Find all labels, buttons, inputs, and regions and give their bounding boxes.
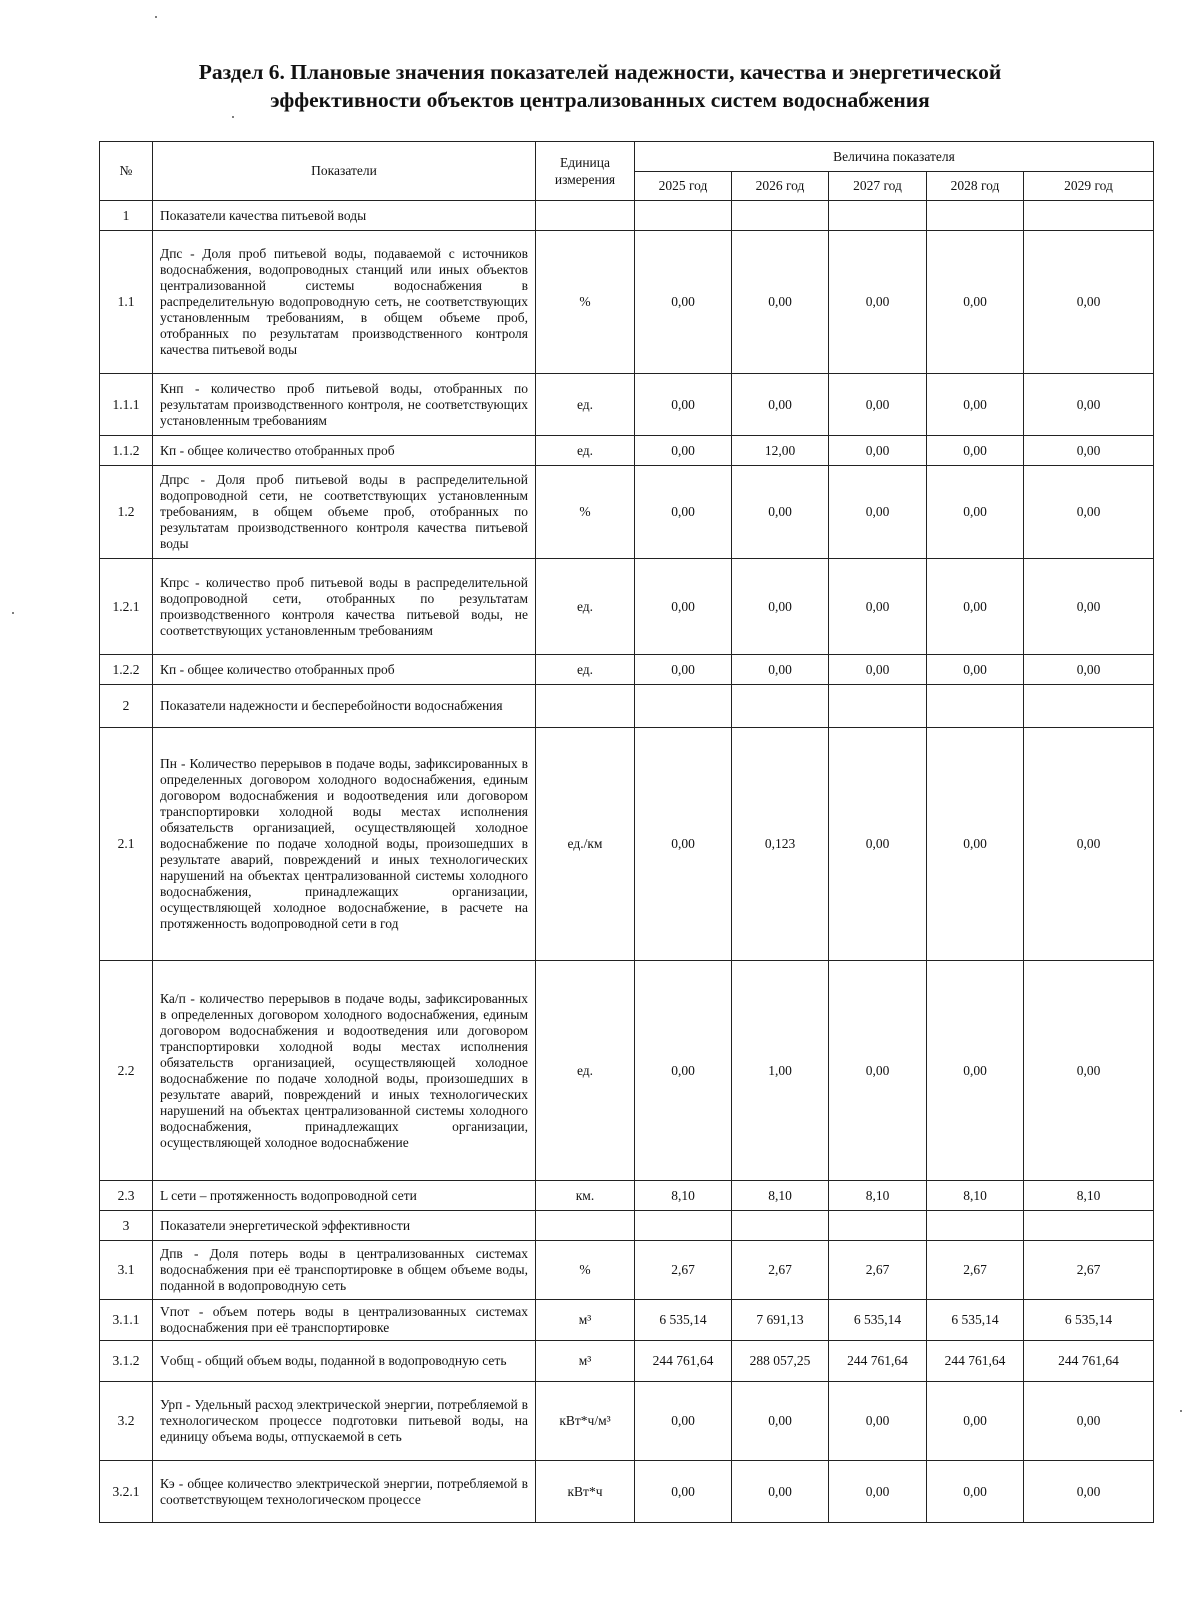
value-cell: 0,00 xyxy=(1024,231,1154,374)
value-cell: 8,10 xyxy=(732,1181,829,1211)
value-cell: 0,00 xyxy=(1024,466,1154,559)
value-cell: 0,00 xyxy=(732,466,829,559)
unit-cell: ед. xyxy=(536,961,635,1181)
table-row xyxy=(100,231,1154,374)
indicator-text: Урп - Удельный расход электрической энергии, потребляемой в технологическом процессе подготовки питьевой воды, на единицу объема воды, отпускаемой в сеть xyxy=(153,1382,536,1461)
value-cell xyxy=(927,1211,1024,1241)
value-cell: 0,00 xyxy=(927,655,1024,685)
value-cell: 244 761,64 xyxy=(1024,1341,1154,1382)
row-number: 2 xyxy=(100,685,153,728)
header-value: Величина показателя xyxy=(635,142,1154,172)
value-cell xyxy=(1024,685,1154,728)
row-number: 1 xyxy=(100,201,153,231)
row-number: 3.1 xyxy=(100,1241,153,1300)
value-cell: 244 761,64 xyxy=(829,1341,927,1382)
indicator-text: Кп - общее количество отобранных проб xyxy=(153,655,536,685)
value-cell: 6 535,14 xyxy=(829,1300,927,1341)
table-row xyxy=(100,961,1154,1181)
value-cell: 0,00 xyxy=(732,655,829,685)
table-body xyxy=(100,201,1154,1523)
table-row xyxy=(100,1300,1154,1341)
value-cell: 12,00 xyxy=(732,436,829,466)
value-cell xyxy=(1024,201,1154,231)
indicator-text: Показатели энергетической эффективности xyxy=(153,1211,536,1241)
value-cell: 0,00 xyxy=(732,374,829,436)
value-cell: 2,67 xyxy=(1024,1241,1154,1300)
row-number: 3.1.1 xyxy=(100,1300,153,1341)
value-cell: 0,00 xyxy=(927,436,1024,466)
value-cell: 244 761,64 xyxy=(927,1341,1024,1382)
header-unit: Единица измерения xyxy=(536,142,635,201)
value-cell: 8,10 xyxy=(829,1181,927,1211)
indicators-table xyxy=(99,141,1154,1523)
title-line-2: эффективности объектов централизованных систем водоснабжения xyxy=(270,88,930,112)
unit-cell: ед./км xyxy=(536,728,635,961)
value-cell: 6 535,14 xyxy=(927,1300,1024,1341)
value-cell: 0,00 xyxy=(732,231,829,374)
value-cell: 0,00 xyxy=(1024,1382,1154,1461)
scan-speck xyxy=(232,116,234,118)
value-cell: 6 535,14 xyxy=(635,1300,732,1341)
value-cell: 2,67 xyxy=(927,1241,1024,1300)
header-indicators: Показатели xyxy=(153,142,536,201)
value-cell: 0,00 xyxy=(829,728,927,961)
row-number: 1.2 xyxy=(100,466,153,559)
indicator-text: Дпс - Доля проб питьевой воды, подаваемой с источников водоснабжения, водопроводных станций или иных объектов централизованной системы водоснабжения в распределительную водопроводную сеть, не соответствующих установленным требованиям, в общем объеме проб, отобранных по результатам производственного контроля качества питьевой воды xyxy=(153,231,536,374)
scan-speck xyxy=(1180,1410,1182,1412)
value-cell: 6 535,14 xyxy=(1024,1300,1154,1341)
value-cell xyxy=(635,1211,732,1241)
value-cell: 0,00 xyxy=(635,231,732,374)
table-row xyxy=(100,436,1154,466)
unit-cell: % xyxy=(536,466,635,559)
value-cell: 8,10 xyxy=(1024,1181,1154,1211)
value-cell xyxy=(927,201,1024,231)
value-cell: 0,00 xyxy=(927,1461,1024,1523)
row-number: 3.2.1 xyxy=(100,1461,153,1523)
row-number: 1.2.1 xyxy=(100,559,153,655)
page-title xyxy=(0,58,1200,114)
value-cell: 0,00 xyxy=(635,655,732,685)
indicator-text: Кэ - общее количество электрической энергии, потребляемой в соответствующем технологическом процессе xyxy=(153,1461,536,1523)
unit-cell xyxy=(536,201,635,231)
value-cell: 2,67 xyxy=(732,1241,829,1300)
unit-cell: % xyxy=(536,1241,635,1300)
value-cell: 0,00 xyxy=(1024,559,1154,655)
value-cell: 8,10 xyxy=(635,1181,732,1211)
table-row xyxy=(100,1181,1154,1211)
row-number: 1.1 xyxy=(100,231,153,374)
row-number: 3.1.2 xyxy=(100,1341,153,1382)
table-row xyxy=(100,1382,1154,1461)
value-cell: 0,00 xyxy=(927,961,1024,1181)
indicator-text: Кпрс - количество проб питьевой воды в распределительной водопроводной сети, отобранных по результатам производственного контроля качества питьевой воды, не соответствующих установленным требованиям xyxy=(153,559,536,655)
scan-speck xyxy=(155,16,157,18)
indicator-text: Кп - общее количество отобранных проб xyxy=(153,436,536,466)
value-cell: 0,00 xyxy=(635,1382,732,1461)
value-cell xyxy=(732,201,829,231)
unit-cell: кВт*ч/м³ xyxy=(536,1382,635,1461)
value-cell: 0,00 xyxy=(732,559,829,655)
unit-cell: ед. xyxy=(536,436,635,466)
header-year: 2027 год xyxy=(829,172,927,201)
table-row xyxy=(100,201,1154,231)
unit-cell: м³ xyxy=(536,1300,635,1341)
value-cell: 0,00 xyxy=(635,1461,732,1523)
table-row xyxy=(100,728,1154,961)
value-cell: 0,00 xyxy=(829,961,927,1181)
value-cell xyxy=(927,685,1024,728)
header-year: 2025 год xyxy=(635,172,732,201)
header-year: 2028 год xyxy=(927,172,1024,201)
value-cell: 0,00 xyxy=(829,231,927,374)
value-cell: 0,00 xyxy=(829,559,927,655)
value-cell: 1,00 xyxy=(732,961,829,1181)
unit-cell xyxy=(536,685,635,728)
table-row xyxy=(100,655,1154,685)
unit-cell: кВт*ч xyxy=(536,1461,635,1523)
indicator-text: Показатели качества питьевой воды xyxy=(153,201,536,231)
value-cell: 2,67 xyxy=(829,1241,927,1300)
table-row xyxy=(100,1241,1154,1300)
value-cell: 8,10 xyxy=(927,1181,1024,1211)
value-cell: 0,00 xyxy=(927,231,1024,374)
unit-cell: ед. xyxy=(536,559,635,655)
value-cell: 0,00 xyxy=(1024,655,1154,685)
unit-cell xyxy=(536,1211,635,1241)
indicator-text: Дпрс - Доля проб питьевой воды в распределительной водопроводной сети, не соответствующих установленным требованиям, в общем объеме проб, отобранных по результатам производственного контроля качества питьевой воды xyxy=(153,466,536,559)
scan-speck xyxy=(12,612,14,614)
table-row xyxy=(100,1341,1154,1382)
value-cell: 0,00 xyxy=(1024,728,1154,961)
value-cell: 244 761,64 xyxy=(635,1341,732,1382)
value-cell: 2,67 xyxy=(635,1241,732,1300)
indicator-text: Ка/п - количество перерывов в подаче воды, зафиксированных в определенных договором холодного водоснабжения, единым договором водоснабжения и водоотведения или договором транспортировки холодной воды местах исполнения обязательств организацией, осуществляющей холодное водоснабжение по подаче холодной воды, произошедших в результате аварий, повреждений и иных технологических нарушений на объектах централизованной системы холодного водоснабжения, принадлежащих организации, осуществляющей холодное водоснабжение xyxy=(153,961,536,1181)
value-cell: 0,00 xyxy=(635,436,732,466)
value-cell xyxy=(732,685,829,728)
value-cell: 0,00 xyxy=(732,1461,829,1523)
value-cell: 0,123 xyxy=(732,728,829,961)
row-number: 3 xyxy=(100,1211,153,1241)
table-row xyxy=(100,559,1154,655)
row-number: 1.1.1 xyxy=(100,374,153,436)
value-cell: 0,00 xyxy=(829,466,927,559)
value-cell: 288 057,25 xyxy=(732,1341,829,1382)
row-number: 3.2 xyxy=(100,1382,153,1461)
table-row xyxy=(100,374,1154,436)
value-cell: 0,00 xyxy=(927,728,1024,961)
row-number: 2.3 xyxy=(100,1181,153,1211)
value-cell: 0,00 xyxy=(829,1382,927,1461)
value-cell: 0,00 xyxy=(927,1382,1024,1461)
indicator-text: Кнп - количество проб питьевой воды, отобранных по результатам производственного контроля, не соответствующих установленным требованиям xyxy=(153,374,536,436)
title-line-1: Раздел 6. Плановые значения показателей надежности, качества и энергетической xyxy=(198,60,1002,84)
value-cell xyxy=(829,201,927,231)
row-number: 1.2.2 xyxy=(100,655,153,685)
row-number: 2.1 xyxy=(100,728,153,961)
value-cell xyxy=(829,685,927,728)
header-year: 2029 год xyxy=(1024,172,1154,201)
table-row xyxy=(100,1461,1154,1523)
header-no: № xyxy=(100,142,153,201)
unit-cell: ед. xyxy=(536,374,635,436)
value-cell: 0,00 xyxy=(635,728,732,961)
unit-cell: м³ xyxy=(536,1341,635,1382)
value-cell: 0,00 xyxy=(1024,1461,1154,1523)
indicator-text: Дпв - Доля потерь воды в централизованных системах водоснабжения при её транспортировке в общем объеме воды, поданной в водопроводную сеть xyxy=(153,1241,536,1300)
indicator-text: Vпот - объем потерь воды в централизованных системах водоснабжения при её транспортировке xyxy=(153,1300,536,1341)
value-cell: 0,00 xyxy=(635,559,732,655)
unit-cell: ед. xyxy=(536,655,635,685)
value-cell xyxy=(732,1211,829,1241)
unit-cell: км. xyxy=(536,1181,635,1211)
value-cell: 0,00 xyxy=(927,466,1024,559)
table-row xyxy=(100,685,1154,728)
value-cell: 0,00 xyxy=(635,466,732,559)
value-cell: 0,00 xyxy=(635,374,732,436)
value-cell: 7 691,13 xyxy=(732,1300,829,1341)
value-cell: 0,00 xyxy=(829,655,927,685)
header-year: 2026 год xyxy=(732,172,829,201)
value-cell: 0,00 xyxy=(1024,374,1154,436)
indicator-text: L сети – протяженность водопроводной сети xyxy=(153,1181,536,1211)
value-cell: 0,00 xyxy=(1024,436,1154,466)
value-cell: 0,00 xyxy=(829,436,927,466)
indicator-text: Vобщ - общий объем воды, поданной в водопроводную сеть xyxy=(153,1341,536,1382)
value-cell xyxy=(1024,1211,1154,1241)
value-cell: 0,00 xyxy=(829,1461,927,1523)
value-cell: 0,00 xyxy=(927,559,1024,655)
value-cell: 0,00 xyxy=(829,374,927,436)
value-cell: 0,00 xyxy=(732,1382,829,1461)
value-cell xyxy=(829,1211,927,1241)
indicator-text: Показатели надежности и бесперебойности водоснабжения xyxy=(153,685,536,728)
value-cell xyxy=(635,201,732,231)
indicator-text: Пн - Количество перерывов в подаче воды, зафиксированных в определенных договором холодного водоснабжения, единым договором водоснабжения и водоотведения или договором транспортировки холодной воды местах исполнения обязательств организацией, осуществляющей холодное водоснабжение по подаче холодной воды, произошедших в результате аварий, повреждений и иных технологических нарушений на объектах централизованной системы холодного водоснабжения, принадлежащих организации, осуществляющей холодное водоснабжение, в расчете на протяженность водопроводной сети в год xyxy=(153,728,536,961)
row-number: 1.1.2 xyxy=(100,436,153,466)
table-row xyxy=(100,466,1154,559)
value-cell: 0,00 xyxy=(1024,961,1154,1181)
row-number: 2.2 xyxy=(100,961,153,1181)
value-cell: 0,00 xyxy=(927,374,1024,436)
unit-cell: % xyxy=(536,231,635,374)
table-row xyxy=(100,1211,1154,1241)
value-cell: 0,00 xyxy=(635,961,732,1181)
value-cell xyxy=(635,685,732,728)
